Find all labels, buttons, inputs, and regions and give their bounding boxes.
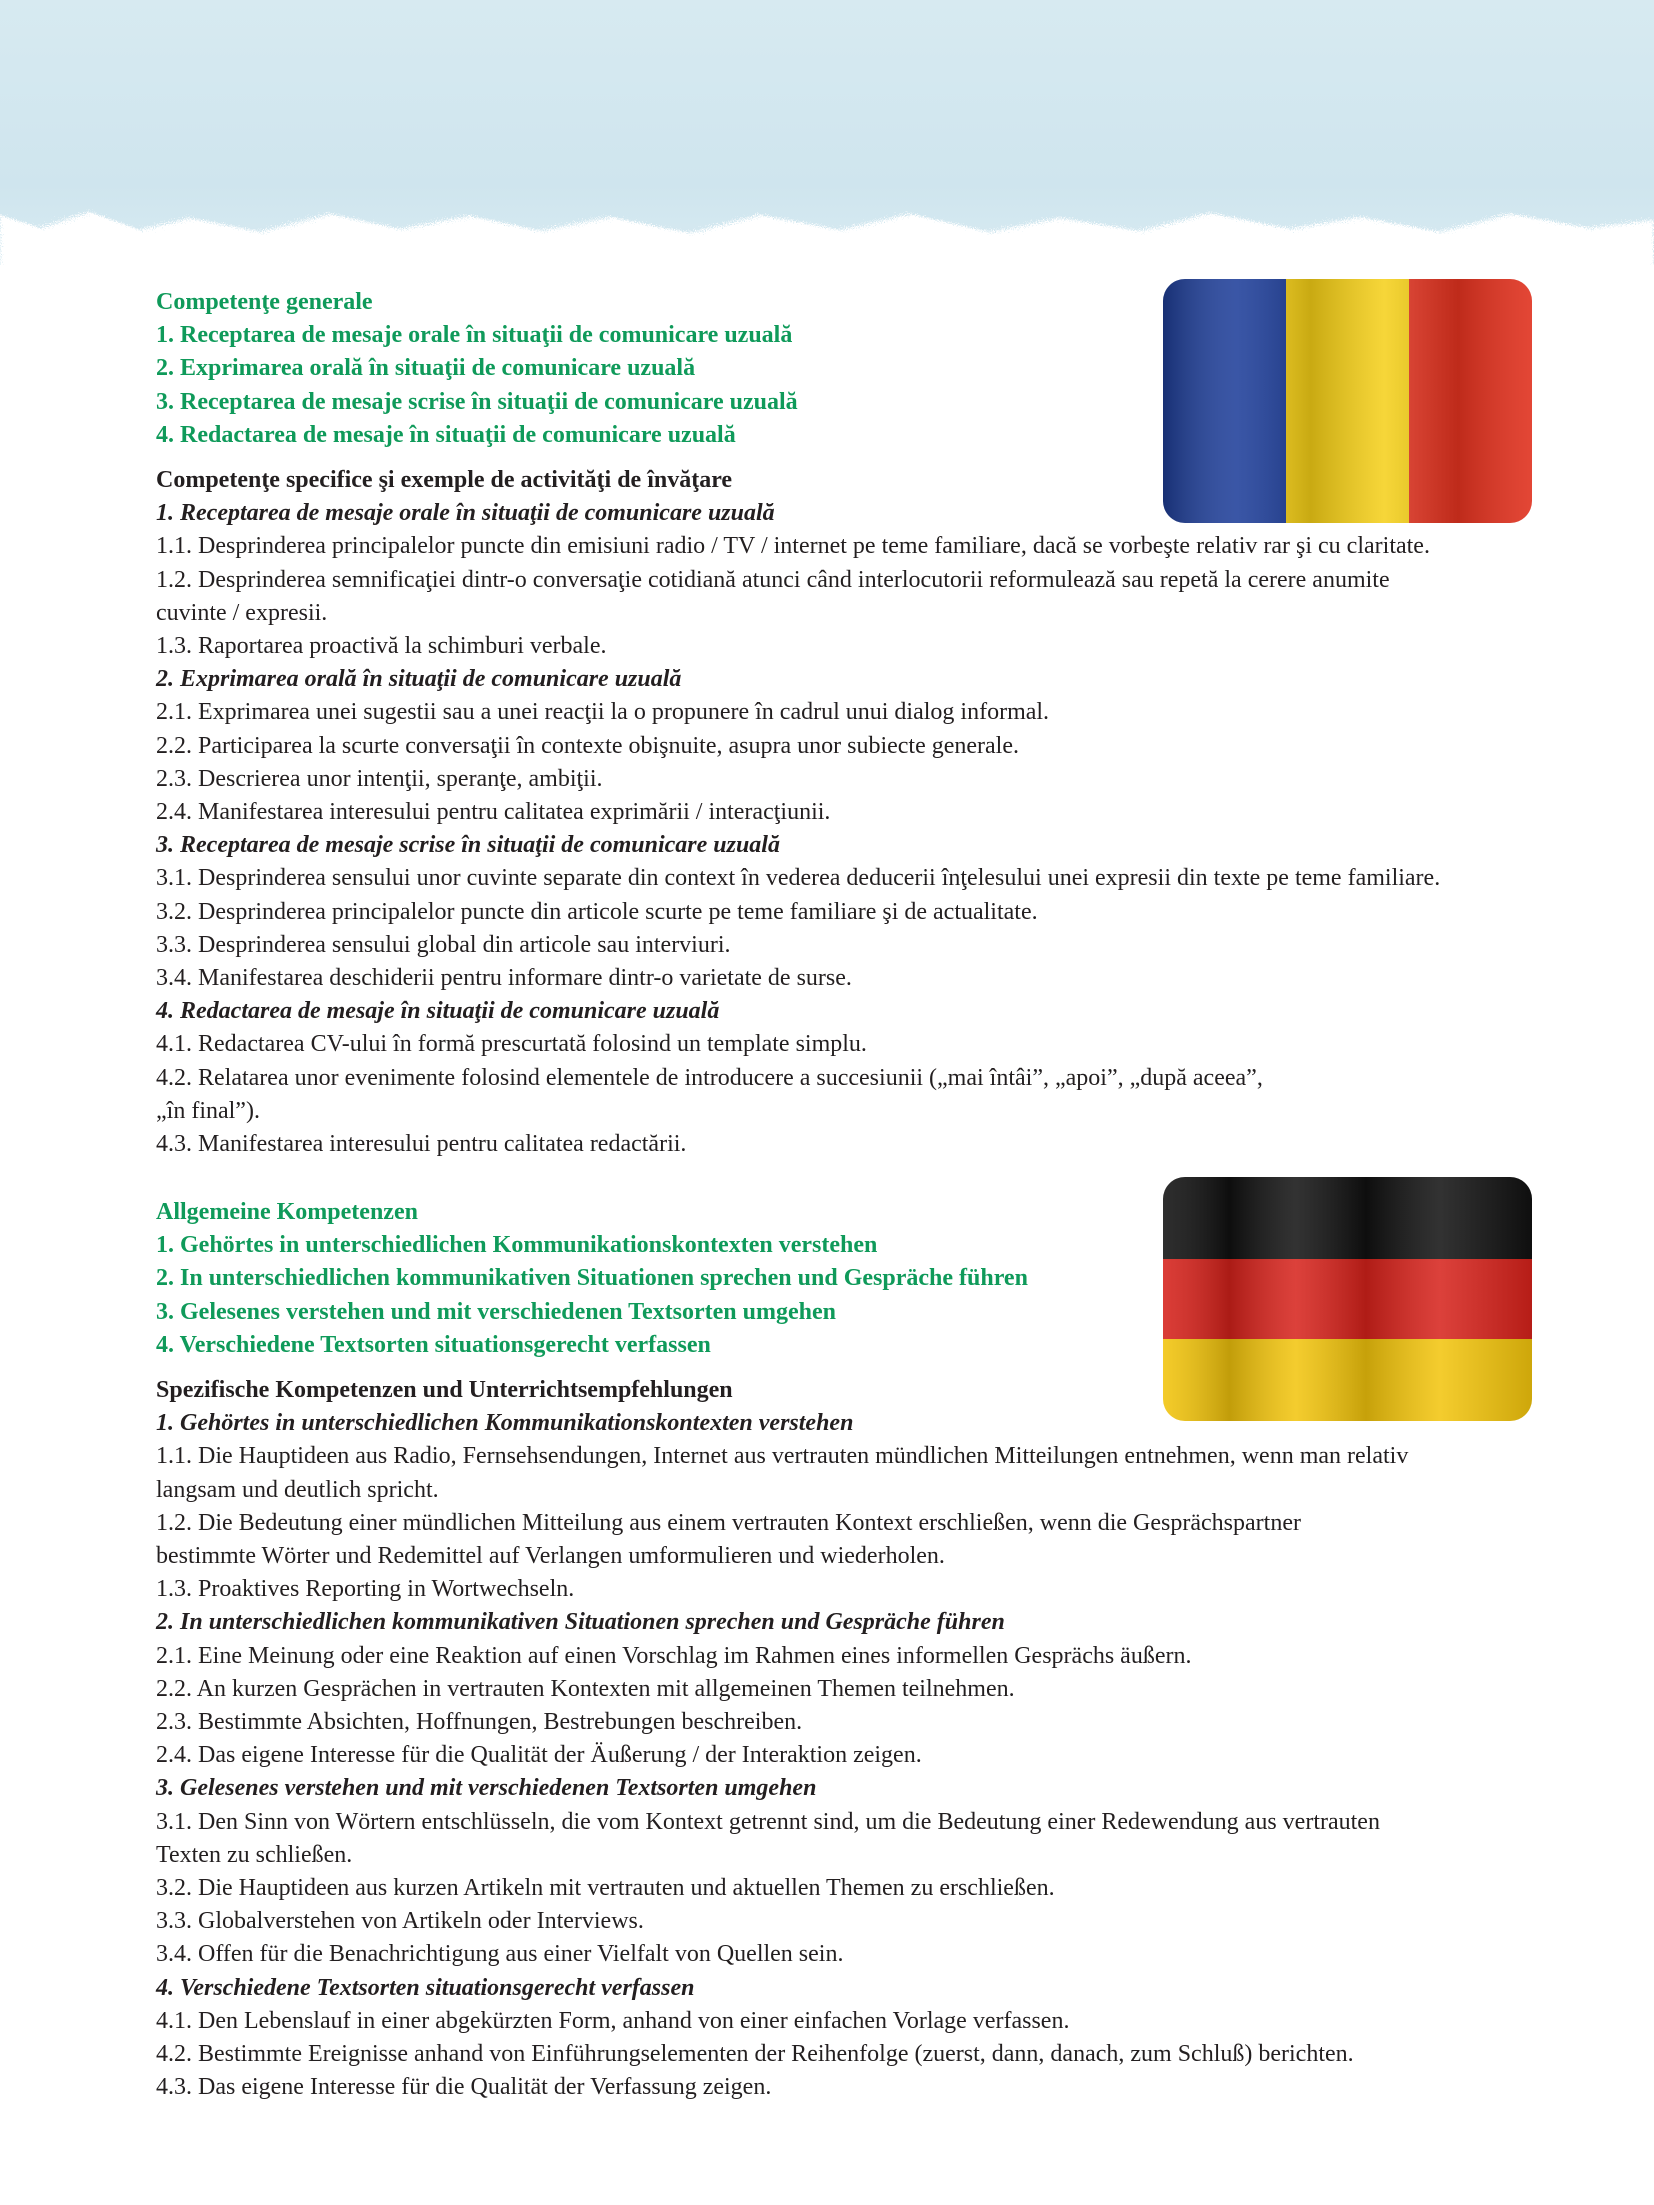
de-list-item: langsam und deutlich spricht. (156, 1476, 439, 1503)
ro-list-item: „în final”). (156, 1097, 260, 1124)
de-list-item: 2.2. An kurzen Gesprächen in vertrauten Kontexten mit allgemeinen Themen teilnehmen. (156, 1675, 1015, 1702)
de-list-item: 1.1. Die Hauptideen aus Radio, Fernsehsendungen, Internet aus vertrauten mündlichen Mitteilungen entnehmen, wenn man relativ (156, 1443, 1409, 1470)
ro-section-heading: 3. Receptarea de mesaje scrise în situaţii de comunicare uzuală (156, 832, 780, 859)
ro-section-heading: 1. Receptarea de mesaje orale în situaţii de comunicare uzuală (156, 500, 775, 527)
german-section (156, 1196, 1556, 2104)
de-list-item: 4.2. Bestimmte Ereignisse anhand von Einführungselementen der Reihenfolge (zuerst, dann, danach, zum Schluß) berichten. (156, 2041, 1354, 2068)
ro-list-item: cuvinte / expresii. (156, 599, 328, 626)
ro-list-item: 4.2. Relatarea unor evenimente folosind elementele de introducere a succesiunii („mai întâi”, „apoi”, „după aceea”, (156, 1064, 1263, 1091)
de-list-item: 2.3. Bestimmte Absichten, Hoffnungen, Bestrebungen beschreiben. (156, 1709, 803, 1736)
de-list-item: 2.4. Das eigene Interesse für die Qualität der Äußerung / der Interaktion zeigen. (156, 1742, 922, 1769)
ro-list-item: 4.3. Manifestarea interesului pentru calitatea redactării. (156, 1131, 687, 1158)
ro-list-item: 1.3. Raportarea proactivă la schimburi verbale. (156, 633, 607, 660)
de-list-item: 3.3. Globalverstehen von Artikeln oder Interviews. (156, 1908, 644, 1935)
ro-list-item: 1.2. Desprinderea semnificaţiei dintr-o conversaţie cotidiană atunci când interlocutorii reformulează sau repetă la cerere anumite (156, 566, 1390, 593)
ro-section-heading: 4. Redactarea de mesaje în situaţii de comunicare uzuală (156, 998, 720, 1025)
header-banner (0, 0, 1654, 265)
ro-list-item: 2.3. Descrierea unor intenţii, speranţe, ambiţii. (156, 765, 603, 792)
de-general-item: 3. Gelesenes verstehen und mit verschiedenen Textsorten umgehen (156, 1298, 836, 1325)
de-general-item: 4. Verschiedene Textsorten situationsgerecht verfassen (156, 1331, 711, 1358)
de-list-item: 1.3. Proaktives Reporting in Wortwechseln. (156, 1576, 575, 1603)
ro-list-item: 2.1. Exprimarea unei sugestii sau a unei reacţii la o propunere în cadrul unui dialog informal. (156, 699, 1050, 726)
de-general-item: 2. In unterschiedlichen kommunikativen Situationen sprechen und Gespräche führen (156, 1265, 1028, 1292)
ro-list-item: 3.1. Desprinderea sensului unor cuvinte separate din context în vederea deducerii înţelesului unei expresii din texte pe teme familiare. (156, 865, 1441, 892)
ro-general-item: 2. Exprimarea orală în situaţii de comunicare uzuală (156, 355, 696, 382)
ro-list-item: 3.4. Manifestarea deschiderii pentru informare dintr-o varietate de surse. (156, 965, 852, 992)
ro-list-item: 3.2. Desprinderea principalelor puncte din articole scurte pe teme familiare şi de actualitate. (156, 898, 1038, 925)
ro-general-title: Competenţe generale (156, 289, 373, 315)
de-general-title: Allgemeine Kompetenzen (156, 1199, 418, 1225)
de-general-item: 1. Gehörtes in unterschiedlichen Kommunikationskontexten verstehen (156, 1232, 878, 1259)
ro-specific-title: Competenţe specifice şi exemple de activităţi de învăţare (156, 467, 733, 494)
de-list-item: bestimmte Wörter und Redemittel auf Verlangen umformulieren und wiederholen. (156, 1543, 945, 1570)
ro-list-item: 1.1. Desprinderea principalelor puncte din emisiuni radio / TV / internet pe teme familiare, dacă se vorbeşte relativ rar şi cu claritate. (156, 533, 1430, 560)
ro-general-item: 4. Redactarea de mesaje în situaţii de comunicare uzuală (156, 421, 736, 448)
de-section-heading: 4. Verschiedene Textsorten situationsgerecht verfassen (156, 1974, 695, 2001)
ro-general-item: 1. Receptarea de mesaje orale în situaţii de comunicare uzuală (156, 322, 793, 349)
de-list-item: 4.1. Den Lebenslauf in einer abgekürzten Form, anhand von einer einfachen Vorlage verfassen. (156, 2007, 1070, 2034)
de-list-item: 3.4. Offen für die Benachrichtigung aus einer Vielfalt von Quellen sein. (156, 1941, 844, 1968)
de-list-item: 3.2. Die Hauptideen aus kurzen Artikeln mit vertrauten und aktuellen Themen zu erschließen. (156, 1875, 1055, 1902)
de-list-item: 4.3. Das eigene Interesse für die Qualität der Verfassung zeigen. (156, 2074, 772, 2101)
de-list-item: 3.1. Den Sinn von Wörtern entschlüsseln, die vom Kontext getrennt sind, um die Bedeutung einer Redewendung aus vertrauten (156, 1808, 1380, 1835)
ro-general-item: 3. Receptarea de mesaje scrise în situaţii de comunicare uzuală (156, 388, 798, 415)
de-list-item: 2.1. Eine Meinung oder eine Reaktion auf einen Vorschlag im Rahmen eines informellen Gesprächs äußern. (156, 1642, 1192, 1669)
ro-list-item: 3.3. Desprinderea sensului global din articole sau interviuri. (156, 931, 731, 958)
ro-list-item: 4.1. Redactarea CV-ului în formă prescurtată folosind un template simplu. (156, 1031, 867, 1058)
de-specific-title: Spezifische Kompetenzen und Unterrichtsempfehlungen (156, 1377, 733, 1404)
de-section-heading: 1. Gehörtes in unterschiedlichen Kommunikationskontexten verstehen (156, 1410, 854, 1437)
de-section-heading: 3. Gelesenes verstehen und mit verschiedenen Textsorten umgehen (156, 1775, 817, 1802)
ro-section-heading: 2. Exprimarea orală în situaţii de comunicare uzuală (156, 666, 682, 693)
banner-torn-edge (0, 0, 1654, 270)
romanian-section (156, 286, 1556, 1161)
de-list-item: 1.2. Die Bedeutung einer mündlichen Mitteilung aus einem vertrauten Kontext erschließen, wenn die Gesprächspartner (156, 1509, 1301, 1536)
de-list-item: Texten zu schließen. (156, 1841, 353, 1868)
ro-list-item: 2.2. Participarea la scurte conversaţii în contexte obişnuite, asupra unor subiecte generale. (156, 732, 1020, 759)
de-section-heading: 2. In unterschiedlichen kommunikativen Situationen sprechen und Gespräche führen (156, 1609, 1005, 1636)
ro-list-item: 2.4. Manifestarea interesului pentru calitatea exprimării / interacţiunii. (156, 799, 831, 826)
